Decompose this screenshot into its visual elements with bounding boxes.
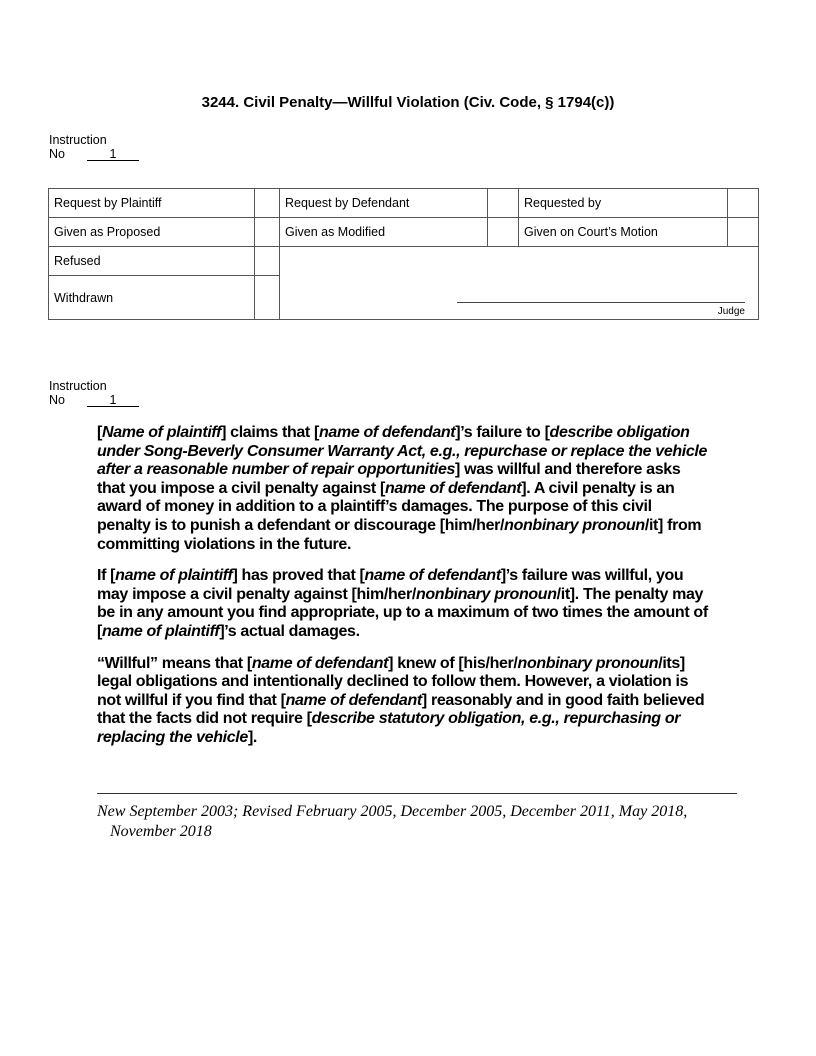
placeholder-text: name of defendant [364, 567, 501, 585]
placeholder-text: nonbinary pronoun [504, 516, 645, 534]
revision-history-line: November 2018 [110, 823, 212, 840]
request-by-defendant-checkbox[interactable] [488, 189, 519, 218]
text-line [97, 498, 757, 517]
text-line [97, 673, 757, 692]
text-segment: ] claims that [ [221, 424, 319, 441]
instruction-disposition-table [48, 188, 759, 320]
given-on-courts-motion-label: Given on Court’s Motion [519, 218, 728, 247]
text-segment: [ [97, 622, 102, 640]
placeholder-text: name of defendant [285, 691, 422, 709]
placeholder-text: describe obligation [549, 424, 690, 441]
requested-by-checkbox[interactable] [728, 189, 759, 218]
text-segment: that you impose a civil penalty against [ [97, 479, 385, 497]
text-segment: [ [97, 424, 102, 441]
text-line [97, 655, 757, 674]
text-line [97, 424, 757, 443]
text-segment: /its] [658, 654, 685, 672]
text-line [97, 536, 757, 555]
placeholder-text: replacing the vehicle [97, 728, 248, 746]
withdrawn-label: Withdrawn [49, 276, 255, 320]
revision-history [97, 802, 687, 842]
text-segment: penalty is to punish a defendant or discourage [him/her/ [97, 516, 505, 534]
instruction-label: Instruction [49, 133, 107, 147]
text-segment: ] has proved that [ [232, 567, 365, 585]
text-segment: ]’s failure to [ [455, 424, 550, 441]
placeholder-text: name of defendant [384, 479, 522, 497]
placeholder-text: describe statutory obligation, e.g., repurchasing or [311, 710, 681, 728]
instruction-number: 1 [87, 394, 139, 407]
placeholder-text: name of plaintiff [115, 567, 233, 585]
text-segment: ]’s actual damages. [219, 622, 360, 640]
text-line [97, 480, 757, 499]
instruction-label: Instruction [49, 379, 107, 393]
text-line [97, 443, 757, 462]
request-by-defendant-label: Request by Defendant [280, 189, 488, 218]
text-segment: committing violations in the future. [97, 535, 352, 553]
withdrawn-checkbox[interactable] [255, 276, 280, 320]
paragraph [97, 567, 757, 641]
text-segment: ] reasonably and in good faith believed [421, 691, 705, 709]
text-segment: ] was willful and therefore asks [455, 461, 681, 479]
text-line [97, 517, 757, 536]
paragraph [97, 424, 757, 554]
text-line [97, 692, 757, 711]
text-segment: ] knew of [his/her/ [388, 654, 518, 672]
text-segment: award of money in addition to a plaintiff’s damages. The purpose of this civil [97, 498, 652, 516]
instruction-number: 1 [87, 148, 139, 161]
text-segment: ]’s failure was willful, you [500, 567, 684, 585]
text-line [97, 623, 757, 642]
text-segment: ]. [247, 728, 258, 746]
no-label: No [49, 147, 65, 161]
text-segment: ]. A civil penalty is an [521, 479, 675, 497]
revision-history-line: New September 2003; Revised February 2005, December 2005, December 2011, May 2018, [97, 803, 688, 820]
text-segment: legal obligations and intentionally declined to follow them. However, a violation is [97, 673, 689, 691]
text-segment: /it] from [644, 516, 702, 534]
placeholder-text: Name of plaintiff [101, 424, 222, 441]
instruction-body [97, 424, 757, 761]
requested-by-label: Requested by [519, 189, 728, 218]
text-line [97, 710, 757, 729]
text-segment: be in any amount you find appropriate, up to a maximum of two times the amount of [97, 604, 708, 622]
instruction-number-bottom [49, 379, 139, 407]
text-segment: /it]. The penalty may [556, 585, 704, 603]
given-as-modified-label: Given as Modified [280, 218, 488, 247]
text-line [97, 461, 757, 480]
text-line [97, 604, 757, 623]
text-segment: “Willful” means that [ [97, 654, 252, 672]
placeholder-text: after a reasonable number of repair opportunities [97, 461, 456, 479]
judge-signature-area [280, 247, 759, 320]
text-segment: may impose a civil penalty against [him/her/ [97, 585, 416, 603]
paragraph [97, 655, 757, 748]
placeholder-text: under Song-Beverly Consumer Warranty Act, e.g., repurchase or replace the vehicle [97, 442, 708, 460]
text-segment: that the facts did not require [ [97, 710, 312, 728]
placeholder-text: nonbinary pronoun [517, 654, 659, 672]
placeholder-text: name of defendant [251, 654, 389, 672]
given-as-modified-checkbox[interactable] [488, 218, 519, 247]
text-line [97, 567, 757, 586]
judge-signature-line[interactable] [457, 302, 745, 303]
no-label: No [49, 393, 65, 407]
placeholder-text: nonbinary pronoun [415, 585, 557, 603]
text-segment: not willful if you find that [ [97, 691, 286, 709]
given-on-courts-motion-checkbox[interactable] [728, 218, 759, 247]
refused-label: Refused [49, 247, 255, 276]
text-line [97, 729, 757, 748]
instruction-title: 3244. Civil Penalty—Willful Violation (Civ. Code, § 1794(c)) [201, 94, 615, 111]
request-by-plaintiff-checkbox[interactable] [255, 189, 280, 218]
request-by-plaintiff-label: Request by Plaintiff [49, 189, 255, 218]
given-as-proposed-label: Given as Proposed [49, 218, 255, 247]
instruction-number-top [49, 133, 139, 161]
text-segment: If [ [97, 567, 116, 585]
placeholder-text: name of plaintiff [101, 622, 220, 640]
refused-checkbox[interactable] [255, 247, 280, 276]
text-line [97, 586, 757, 605]
given-as-proposed-checkbox[interactable] [255, 218, 280, 247]
judge-label: Judge [717, 306, 745, 317]
divider [97, 793, 737, 794]
placeholder-text: name of defendant [318, 424, 456, 441]
